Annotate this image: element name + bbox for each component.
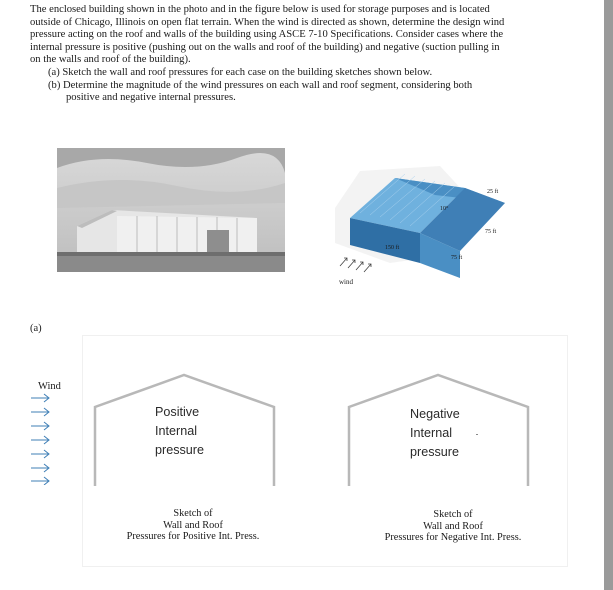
negative-line-1: Negative — [410, 407, 460, 421]
caption-negative — [365, 509, 541, 544]
negative-line-2: Internal — [410, 426, 453, 440]
problem-line-2: outside of Chicago, Illinois on open flat terrain. When the wind is directed as shown, determine the design wind — [30, 16, 505, 28]
dim-eave: 75 ft — [451, 255, 463, 261]
wind-side-label: Wind — [38, 381, 61, 392]
item-a: (a) Sketch the wall and roof pressures for each case on the building sketches shown below. — [48, 66, 433, 78]
caption-positive-1: Sketch of — [173, 508, 213, 519]
dim-depth: 75 ft — [485, 229, 497, 235]
wind-arrow — [31, 450, 49, 458]
wind-arrow — [31, 394, 49, 402]
wind-arrow — [31, 408, 49, 416]
positive-line-3: pressure — [155, 443, 204, 457]
problem-statement — [30, 4, 575, 105]
wind-arrow — [31, 436, 49, 444]
caption-negative-3: Pressures for Negative Int. Press. — [384, 532, 522, 544]
negative-line-3: pressure — [410, 445, 459, 459]
wind-label-figure: wind — [339, 278, 353, 286]
wind-arrow — [31, 464, 49, 472]
item-b — [48, 80, 575, 105]
wind-arrow — [31, 477, 49, 485]
stray-mark — [476, 434, 478, 435]
caption-positive-3: Pressures for Positive Int. Press. — [126, 531, 260, 543]
item-b-line-2: positive and negative internal pressures. — [66, 92, 236, 104]
positive-pressure-label — [155, 403, 204, 460]
problem-line-5: on the walls and roof of the building). — [30, 54, 191, 66]
item-b-line-1: (b) Determine the magnitude of the wind pressures on each wall and roof segment, considering both — [48, 79, 473, 91]
dim-width: 150 ft — [385, 245, 400, 251]
problem-line-3: pressure acting on the roof and walls of the building using ASCE 7-10 Specifications. Consider cases where the — [30, 29, 504, 41]
caption-positive — [108, 508, 278, 543]
wind-arrows — [30, 393, 52, 485]
negative-pressure-label — [410, 405, 460, 462]
building-photo — [57, 148, 285, 272]
caption-negative-1: Sketch of — [433, 509, 473, 520]
caption-negative-2: Wall and Roof — [423, 520, 483, 532]
dim-roof-angle: 10° — [440, 206, 449, 212]
caption-positive-2: Wall and Roof — [163, 519, 223, 531]
problem-line-4: internal pressure is positive (pushing out on the walls and roof of the building) and negative (suction pulling in — [30, 41, 500, 53]
positive-line-1: Positive — [155, 405, 200, 419]
wind-arrows-figure — [340, 258, 371, 272]
building-rendering — [335, 163, 515, 288]
part-a-label: (a) — [30, 323, 42, 334]
problem-line-1: The enclosed building shown in the photo and in the figure below is used for storage purposes and is located — [30, 4, 490, 15]
scrollbar[interactable] — [604, 0, 613, 590]
wind-arrow — [31, 422, 49, 430]
positive-line-2: Internal — [155, 424, 198, 438]
dim-height: 25 ft — [487, 189, 499, 195]
